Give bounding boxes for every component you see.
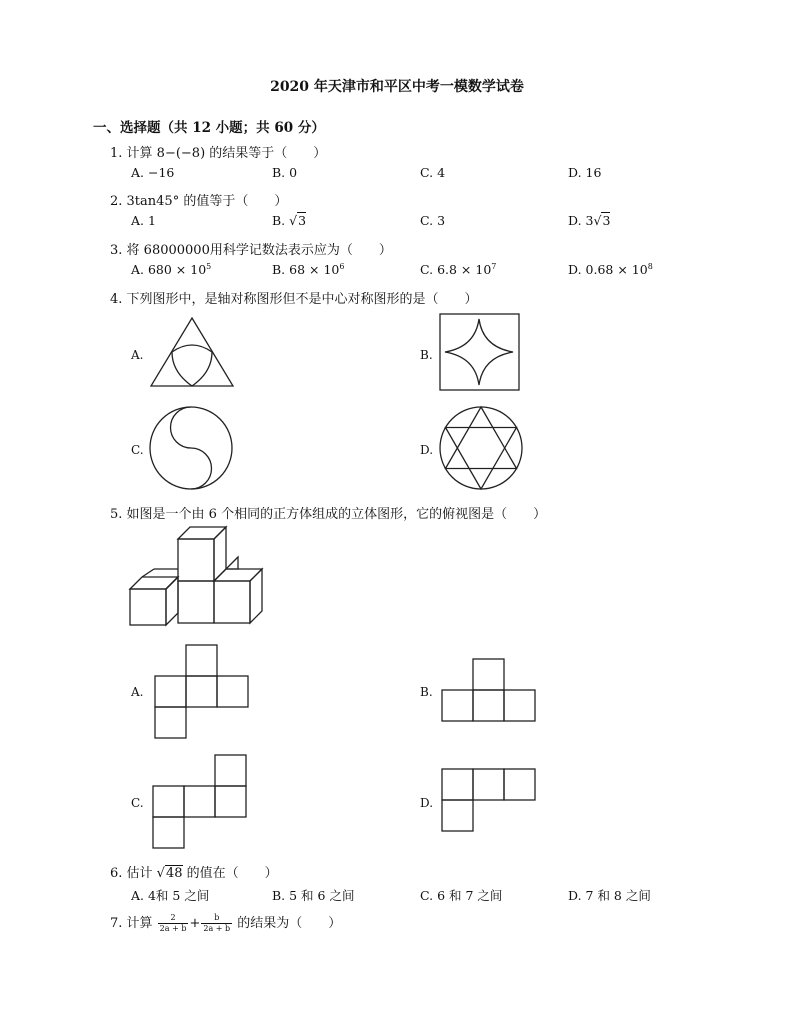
q3-option-a-base: A. 680 × 10	[131, 262, 207, 278]
fraction-1-denominator: 2a + b	[159, 924, 187, 933]
q2-option-b[interactable]	[272, 213, 306, 228]
q6-option-c[interactable]: C. 6 和 7 之间	[420, 888, 503, 903]
q7-suffix: 的结果为（ ）	[233, 916, 342, 931]
q3-option-d-base: D. 0.68 × 10	[568, 262, 648, 278]
q2-option-b-label: B.	[272, 213, 290, 228]
q5-option-c-top-view[interactable]	[152, 754, 249, 850]
section-heading: 一、选择题（共 12 小题；共 60 分）	[93, 120, 325, 136]
question-1: 1. 计算 8−(−8) 的结果等于（ ）	[110, 146, 327, 161]
q4-label-c[interactable]: C.	[131, 443, 144, 457]
q2-option-d[interactable]	[568, 213, 610, 228]
q5-option-a-top-view[interactable]	[155, 644, 250, 739]
q4-label-b[interactable]: B.	[420, 348, 433, 362]
q3-option-b-exp: 6	[339, 262, 345, 271]
q2-option-c[interactable]: C. 3	[420, 213, 446, 228]
q6-suffix: 的值在（ ）	[182, 866, 278, 881]
triangle-shape	[151, 318, 233, 386]
fraction-1-numerator: 2	[158, 913, 189, 924]
q4-figure-b-square-star[interactable]	[439, 313, 520, 391]
curved-triangle-shape	[172, 345, 212, 386]
q5-label-c[interactable]: C.	[131, 796, 144, 810]
q7-prefix: 7. 计算	[110, 916, 157, 931]
q3-option-b[interactable]	[272, 262, 344, 277]
q5-label-b[interactable]: B.	[420, 685, 433, 699]
fraction-2-denominator: 2a + b	[203, 924, 231, 933]
sqrt-icon: √	[156, 866, 165, 881]
q1-option-b[interactable]: B. 0	[272, 165, 298, 180]
q4-label-d[interactable]: D.	[420, 443, 434, 457]
sqrt-icon: √	[289, 213, 298, 228]
q5-label-a[interactable]: A.	[131, 685, 144, 699]
four-point-star-shape	[445, 319, 513, 385]
triangle-up-shape	[446, 407, 517, 469]
s-curve-shape	[171, 407, 212, 489]
question-6	[110, 862, 278, 881]
q2-option-a[interactable]: A. 1	[131, 213, 156, 228]
q3-option-c[interactable]	[420, 262, 496, 277]
sqrt-icon: √	[593, 213, 602, 228]
q5-option-d-top-view[interactable]	[441, 768, 538, 833]
circle-shape	[440, 407, 522, 489]
q5-label-d[interactable]: D.	[420, 796, 434, 810]
q3-option-c-base: C. 6.8 × 10	[420, 262, 492, 278]
q6-option-b[interactable]: B. 5 和 6 之间	[272, 888, 355, 903]
question-7	[110, 912, 341, 934]
fraction-2	[201, 913, 232, 934]
q6-radicand: 48	[165, 866, 183, 881]
q2-option-d-label: D. 3	[568, 213, 594, 228]
question-3: 3. 将 68000000用科学记数法表示应为（ ）	[110, 243, 392, 258]
q1-option-d[interactable]: D. 16	[568, 165, 602, 180]
plus-sign: +	[189, 916, 201, 931]
q6-prefix: 6. 估计	[110, 866, 157, 881]
q5-cube-stack-figure	[128, 527, 263, 630]
q4-figure-c-circle-s-curve[interactable]	[148, 406, 234, 490]
q3-option-d[interactable]	[568, 262, 653, 277]
q1-option-a[interactable]: A. −16	[131, 165, 175, 180]
q4-figure-d-circle-hexagram[interactable]	[439, 406, 523, 490]
fraction-1	[158, 913, 189, 934]
q3-option-d-exp: 8	[647, 262, 653, 271]
triangle-down-shape	[446, 428, 517, 490]
q6-option-a[interactable]: A. 4和 5 之间	[131, 888, 210, 903]
q6-option-d[interactable]: D. 7 和 8 之间	[568, 888, 651, 903]
q4-figure-a-triangle-arcs[interactable]	[150, 316, 235, 388]
question-2: 2. 3tan45° 的值等于（ ）	[110, 194, 288, 209]
q4-label-a[interactable]: A.	[131, 348, 144, 362]
q3-option-b-base: B. 68 × 10	[272, 262, 340, 278]
q2-option-b-radicand: 3	[298, 213, 307, 228]
q1-option-c[interactable]: C. 4	[420, 165, 446, 180]
page-title: 2020 年天津市和平区中考一模数学试卷	[270, 79, 524, 95]
question-5: 5. 如图是一个由 6 个相同的正方体组成的立体图形，它的俯视图是（ ）	[110, 507, 547, 522]
square-shape	[440, 314, 519, 390]
q2-option-d-radicand: 3	[602, 213, 611, 228]
fraction-2-numerator: b	[201, 913, 232, 924]
question-4: 4. 下列图形中，是轴对称图形但不是中心对称图形的是（ ）	[110, 292, 478, 307]
q3-option-c-exp: 7	[491, 262, 497, 271]
q5-option-b-top-view[interactable]	[441, 658, 537, 722]
q3-option-a[interactable]	[131, 262, 211, 277]
q3-option-a-exp: 5	[206, 262, 212, 271]
